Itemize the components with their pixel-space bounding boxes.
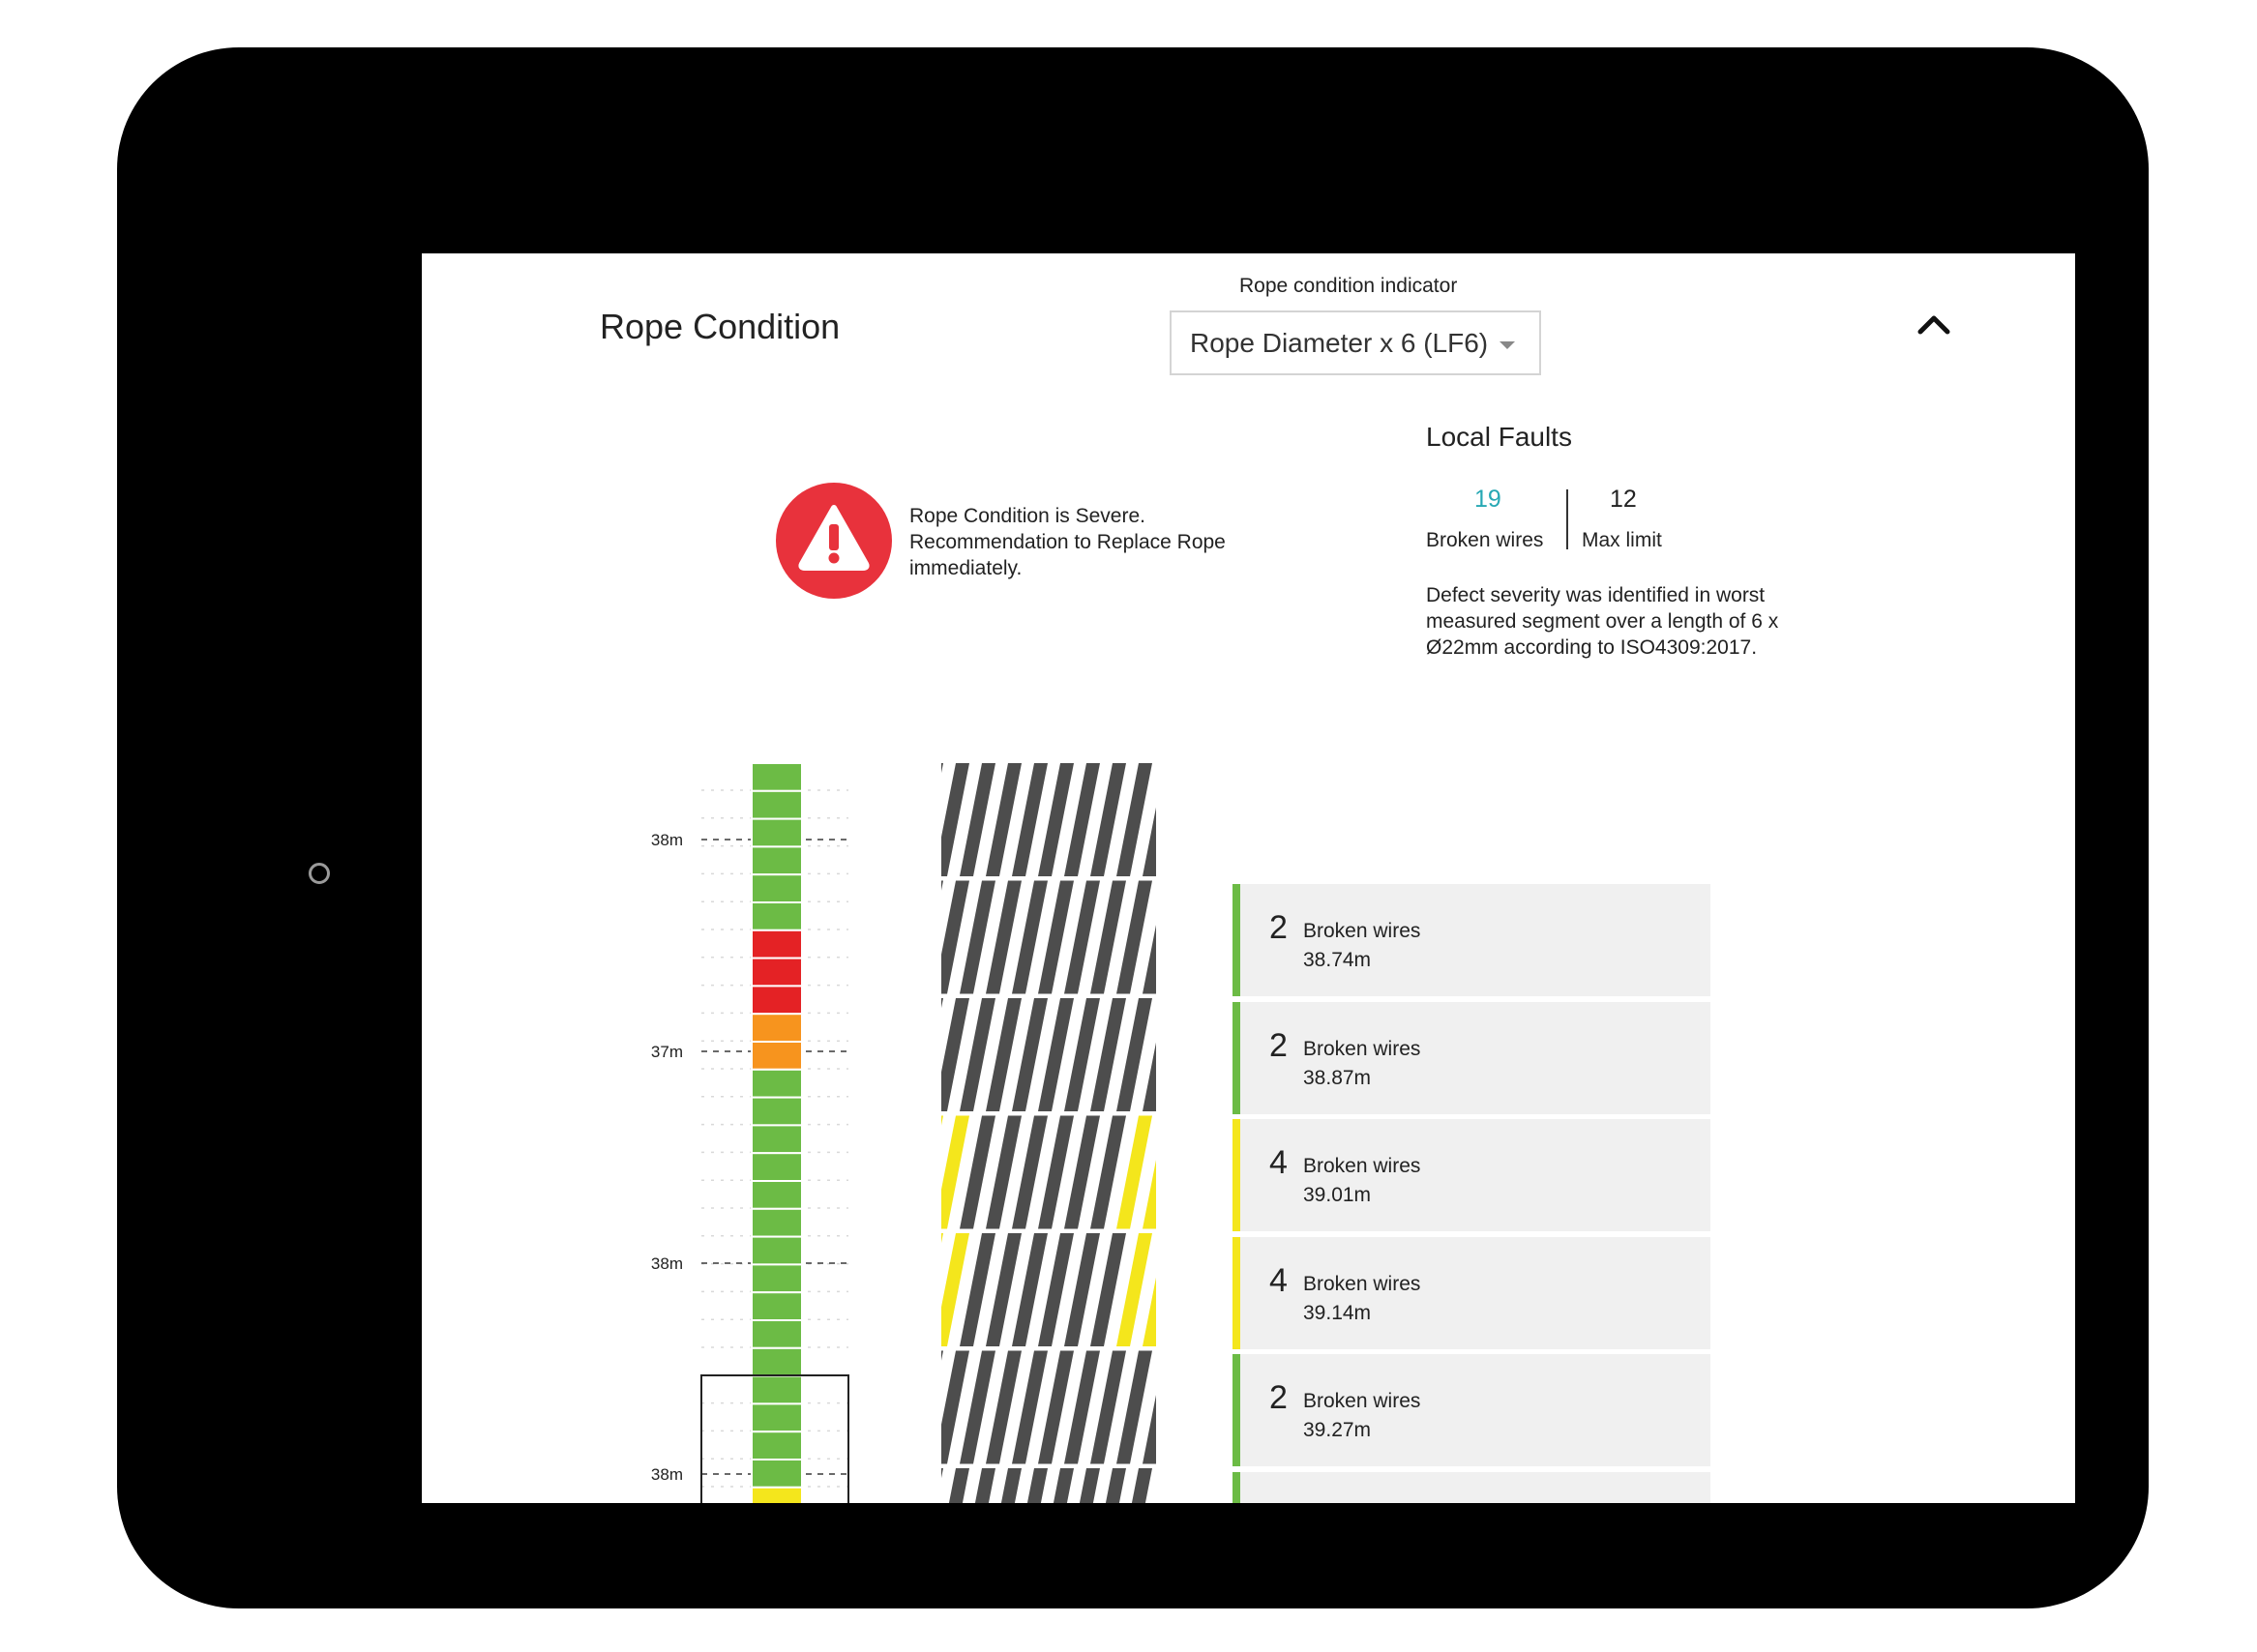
fault-row[interactable] [1232,1002,1710,1114]
alert-line: immediately. [909,557,1023,579]
scale-label: 37m [650,1043,683,1061]
defect-note-line: Defect severity was identified in worst [1426,584,1766,606]
fault-row[interactable] [1232,1354,1710,1466]
rope-strand [1169,1351,1204,1464]
fault-position: 39.01m [1303,1184,1372,1206]
condition-segment [752,1403,802,1431]
fault-label: Broken wires [1303,1155,1421,1177]
rope-section [881,1468,1231,1503]
condition-segment [752,763,802,791]
rope-strand [1169,998,1204,1111]
fault-row[interactable] [1232,1119,1710,1231]
rope-strand [881,1233,917,1346]
alert-line: Rope Condition is Severe. [909,505,1145,527]
condition-segment [752,1014,802,1042]
condition-segment [752,930,802,959]
condition-segment [752,1153,802,1181]
fault-count: 2 [1269,1379,1288,1416]
condition-segment [752,902,802,930]
condition-segment [752,1042,802,1070]
rope-section [881,998,1231,1111]
rope-strand [1169,1116,1204,1229]
rope-strand [907,1116,943,1229]
condition-segment [752,791,802,819]
condition-segment [752,1488,802,1503]
condition-segment [752,959,802,987]
app-screen [422,253,2075,1503]
fault-row[interactable] [1232,1472,1710,1504]
fault-label: Broken wires [1303,920,1421,942]
fault-position: 38.87m [1303,1066,1372,1089]
fault-label: Broken wires [1303,1037,1421,1060]
rope-section [881,763,1231,876]
rope-strand [881,1468,917,1503]
rope-strand [1169,1233,1204,1346]
broken-wires-label: Broken wires [1426,529,1544,551]
condition-segment [752,1292,802,1320]
rope-strand [1195,881,1231,994]
fault-position: 39.27m [1303,1419,1372,1441]
fault-position: 39.14m [1303,1301,1372,1324]
rope-strand [907,763,943,876]
rope-section [881,1233,1231,1346]
fault-count: 2 [1269,909,1288,946]
condition-segment [752,1348,802,1376]
rope-strand [907,998,943,1111]
rope-strand [881,998,917,1111]
condition-segment [752,1376,802,1404]
fault-label: Broken wires [1303,1390,1421,1412]
rope-strand [1169,763,1204,876]
max-limit-value: 12 [1610,486,1637,513]
condition-segment [752,846,802,874]
scale-label: 38m [650,831,683,849]
scale-label: 38m [650,1254,683,1273]
rope-section [881,1116,1231,1229]
tablet-home-button [309,863,330,884]
condition-segment [752,1125,802,1153]
fault-row[interactable] [1232,884,1710,996]
condition-segment [752,1431,802,1460]
rope-strand [1195,1351,1231,1464]
rope-section [881,881,1231,994]
rope-strand [1195,1116,1231,1229]
condition-segment [752,1181,802,1209]
fault-row[interactable] [1232,1237,1710,1349]
condition-segment [752,1070,802,1098]
fault-position: 38.74m [1303,949,1372,971]
condition-segment [752,1460,802,1488]
fault-count: 4 [1269,1144,1288,1181]
fault-count: 2 [1269,1026,1288,1064]
rope-strand [907,1233,943,1346]
rope-section [881,1351,1231,1464]
condition-segment [752,819,802,847]
condition-segment [752,1237,802,1265]
rope-strand [1195,1468,1231,1503]
condition-segment [752,1209,802,1237]
alert-line: Recommendation to Replace Rope [909,531,1226,553]
rope-strand [1195,763,1231,876]
rope-strand [881,1116,917,1229]
page-title: Rope Condition [600,307,841,346]
fault-count: 4 [1269,1261,1288,1299]
rope-strand [907,881,943,994]
rope-strand [1169,1468,1204,1503]
indicator-selected-value: Rope Diameter x 6 (LF6) [1190,327,1489,358]
tablet-frame [117,47,2149,1608]
indicator-label: Rope condition indicator [1239,275,1458,297]
defect-note-line: Ø22mm according to ISO4309:2017. [1426,636,1758,659]
rope-strand [881,1351,917,1464]
scale-label: 38m [650,1465,683,1484]
broken-wires-value: 19 [1474,486,1501,513]
rope-strand [907,1468,943,1503]
rope-strand [881,763,917,876]
condition-segment [752,874,802,902]
condition-segment [752,986,802,1014]
max-limit-label: Max limit [1582,529,1662,551]
local-faults-title: Local Faults [1426,422,1572,452]
rope-strand [881,881,917,994]
rope-strand [1169,881,1204,994]
rope-strand [1195,998,1231,1111]
condition-segment [752,1264,802,1292]
rope-strand [1195,1233,1231,1346]
defect-note-line: measured segment over a length of 6 x [1426,610,1779,633]
rope-strand [907,1351,943,1464]
condition-segment [752,1098,802,1126]
fault-label: Broken wires [1303,1272,1421,1295]
condition-segment [752,1320,802,1348]
